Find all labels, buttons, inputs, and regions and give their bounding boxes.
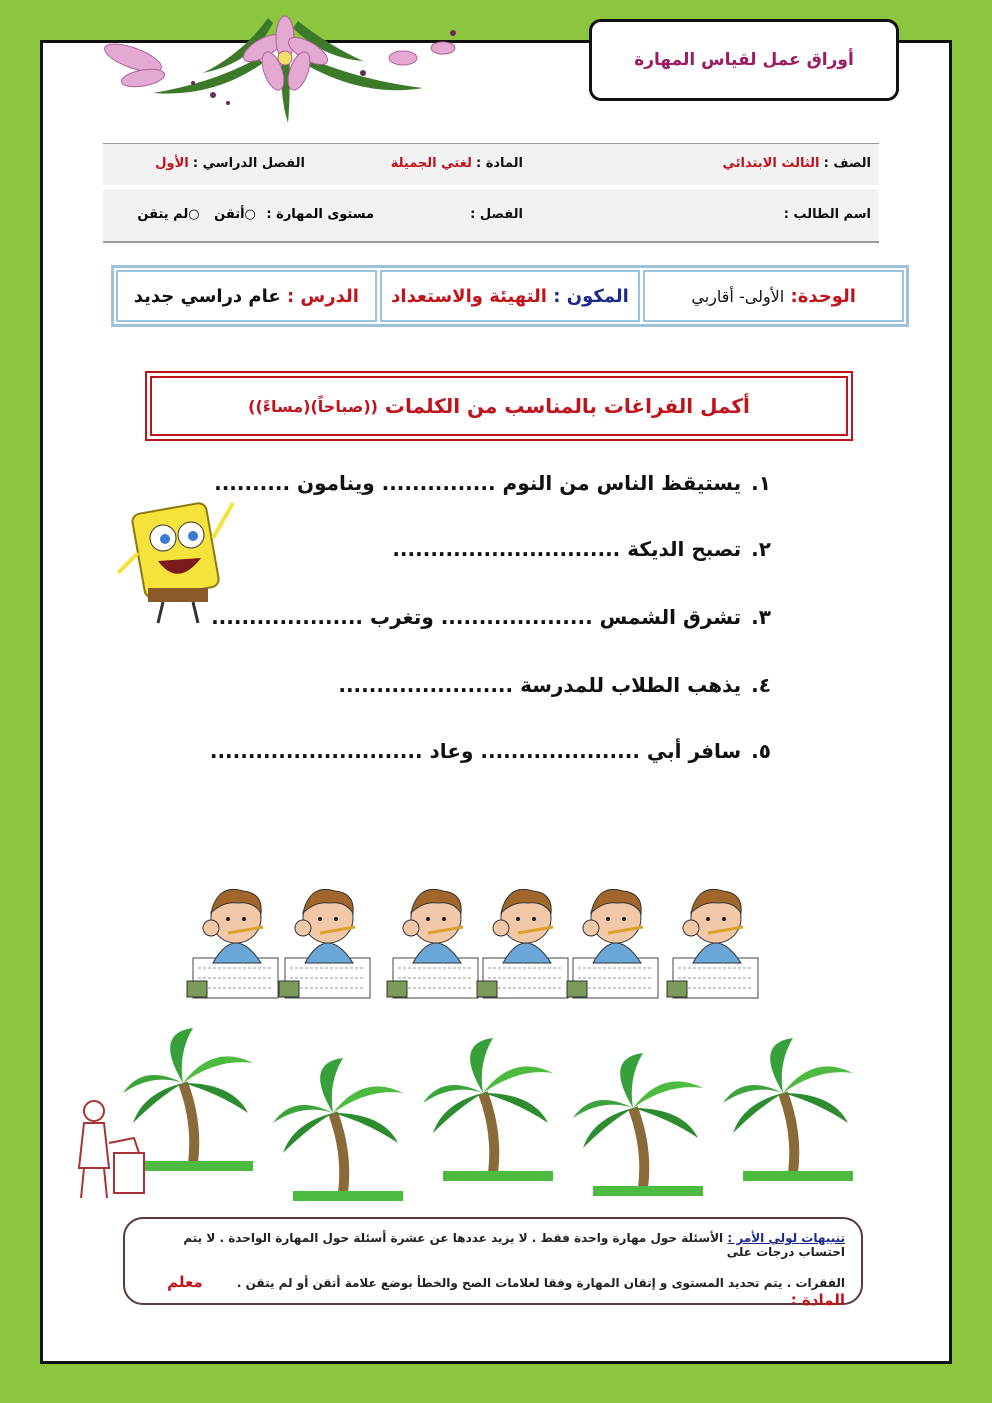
subject-label: المادة :: [475, 156, 523, 171]
not-mastered-option[interactable]: ○لم يتقن: [137, 207, 200, 222]
semester-field: [155, 156, 305, 171]
question-2: ٢.تصبح الديكة ..............................: [392, 537, 771, 561]
subject-field: [391, 156, 523, 171]
notice-line-2: الفقرات . يتم تحديد المستوى و إتقان المهارة وفقا لعلامات الصح والخطأ بوضع علامة أتقن أو لم يتقن . معلم المادة :: [167, 1273, 845, 1309]
worksheet-title: أوراق عمل لقياس المهارة: [589, 19, 899, 101]
question-4: ٤.يذهب الطلاب للمدرسة .......................: [338, 673, 771, 697]
info-row-grade: [103, 143, 879, 185]
lesson-cell: الدرس : عام دراسي جديد: [116, 270, 377, 322]
sponge-character-icon: [103, 483, 243, 633]
component-value: التهيئة والاستعداد: [391, 285, 547, 307]
palm-tree-icon: [123, 1023, 903, 1203]
lesson-value: عام دراسي جديد: [133, 285, 281, 307]
unit-cell: الوحدة: الأولى- أقاربي: [643, 270, 904, 322]
instruction-text: أكمل الفراغات بالمناسب من الكلمات: [384, 394, 750, 418]
question-3: ٣.تشرق الشمس .................... وتغرب ....................: [211, 605, 771, 629]
parent-notice-box: [123, 1217, 863, 1309]
semester-label: الفصل الدراسي :: [192, 156, 305, 171]
instruction-box: [145, 371, 853, 441]
component-cell: المكون : التهيئة والاستعداد: [380, 270, 641, 322]
studying-boy-icon: [183, 873, 783, 1013]
notice-line-1: تنبيهات لولي الأمر : الأسئلة حول مهارة واحدة فقط . لا يزيد عددها عن عشرة أسئلة حول المهارة الواحدة . لا يتم احتساب درجات على: [183, 1231, 845, 1259]
unit-table: [111, 265, 909, 327]
grade-value: الثالث الابتدائي: [722, 156, 820, 171]
grade-label: الصف :: [823, 156, 871, 171]
grade-field: [722, 156, 871, 171]
teacher-figure-icon: [69, 1093, 149, 1203]
subject-value: لغتي الجميلة: [390, 156, 472, 171]
unit-value: الأولى- أقاربي: [691, 286, 785, 306]
instruction-words: ((صباحاً)(مساءً)): [248, 396, 378, 416]
skill-level-label: مستوى المهارة :: [266, 207, 374, 222]
notice-heading: تنبيهات لولي الأمر :: [727, 1231, 845, 1245]
mastered-option[interactable]: ○أتقن: [214, 207, 256, 222]
worksheet-page: [40, 40, 952, 1364]
class-label: الفصل :: [470, 207, 523, 222]
question-1: ١.يستيقظ الناس من النوم ............... وينامون ..........: [214, 471, 771, 495]
semester-value: الأول: [155, 156, 189, 171]
skill-level-field: [137, 207, 374, 222]
teacher-signature-label: معلم المادة :: [167, 1273, 845, 1309]
student-name-label: اسم الطالب :: [783, 207, 871, 222]
flower-icon: [63, 3, 483, 133]
info-row-student: [103, 189, 879, 243]
question-5: ٥.سافر أبي ..................... وعاد ............................: [209, 739, 771, 763]
